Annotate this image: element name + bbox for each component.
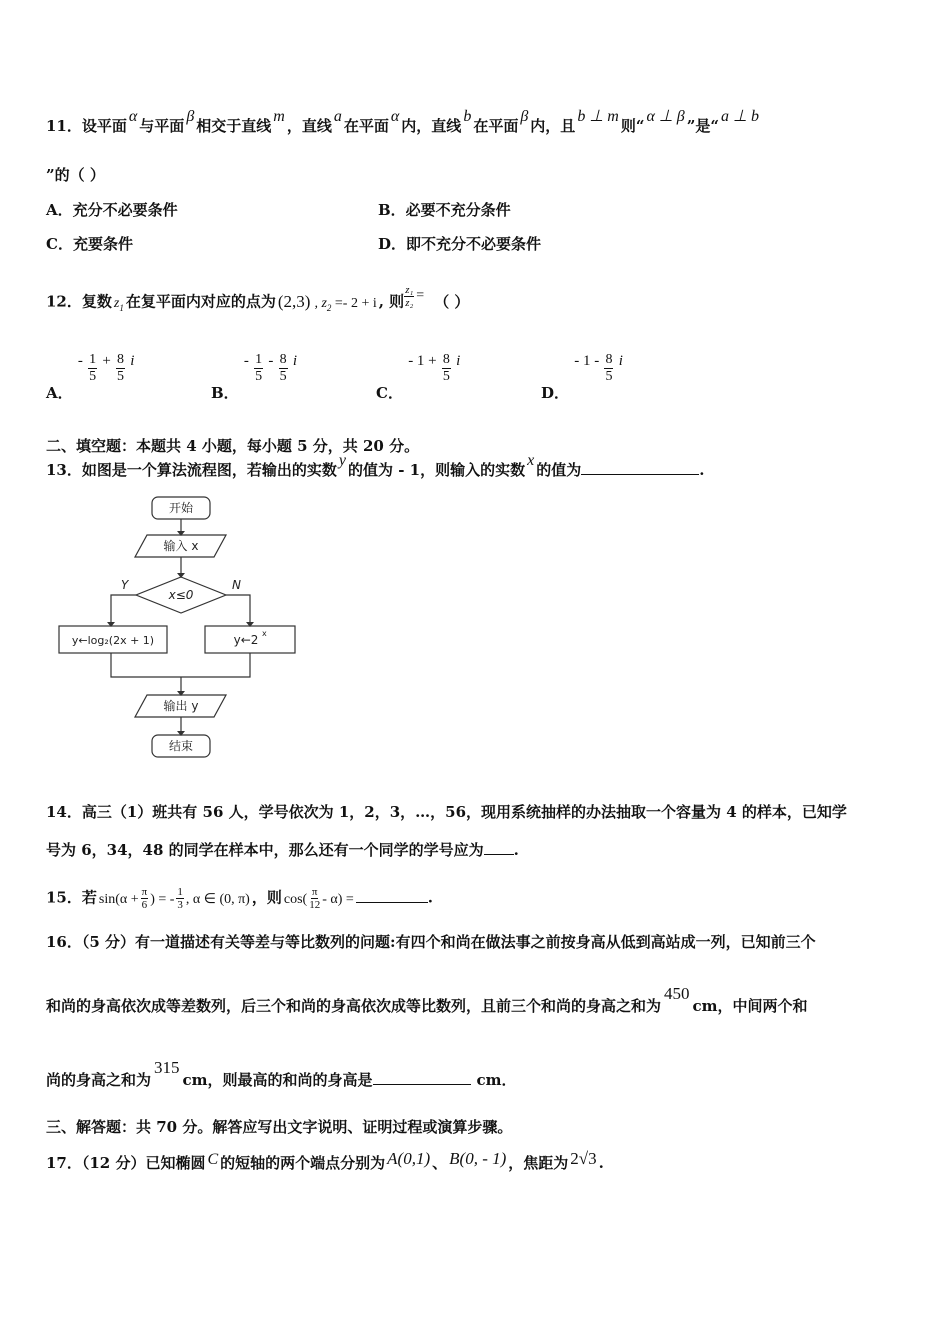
q14-text: 号为 6，34，48 的同学在样本中，那么还有一个同学的学号应为 <box>46 841 484 859</box>
frac-num: 1 <box>255 352 263 367</box>
q11-text: 相交于直线 <box>196 117 272 135</box>
answer-blank <box>484 840 514 855</box>
frac-num: 1 <box>89 352 97 367</box>
z2-sub: 2 <box>326 302 332 313</box>
section-2-heading: 二、填空题：本题共 4 小题，每小题 5 分，共 20 分。 <box>46 437 420 455</box>
math-minus: - <box>77 352 83 369</box>
math-prefix: - 1 + <box>408 352 437 369</box>
frac-num: 8 <box>279 352 287 367</box>
frac-den: 6 <box>141 899 148 911</box>
z2-value: =- 2 + i <box>331 295 377 311</box>
math-m: m <box>273 108 285 125</box>
q11-text: 则“ <box>620 117 645 135</box>
math-minus-alpha: - α) = <box>322 891 354 907</box>
q11-text: 与平面 <box>139 117 185 135</box>
q14-line1: 14．高三（1）班共有 56 人，学号依次为 1，2，3，…，56，现用系统抽样的办法抽取一个容量为 4 的样本，已知学 <box>46 803 847 821</box>
q15-line <box>46 886 433 911</box>
q12-number: 12． <box>46 292 82 311</box>
q16-text: cm，则最高的和尚的身高是 <box>182 1071 373 1089</box>
frac-num: 8 <box>117 352 125 367</box>
flow-end-text: 结束 <box>168 739 194 753</box>
math-cos: cos( <box>283 891 308 907</box>
q11-text: 内，且 <box>530 117 576 135</box>
q15-end: . <box>427 888 433 907</box>
frac-den: 3 <box>177 899 183 911</box>
frac-den: 5 <box>442 369 450 384</box>
focal-distance: 2√3 <box>570 1149 597 1168</box>
answer-blank <box>373 1070 471 1085</box>
flow-input-text: 输入 x <box>163 539 199 553</box>
flow-right-sup: x <box>262 629 267 638</box>
frac-pi-12 <box>309 886 320 911</box>
flow-left-text: y←log₂(2x + 1) <box>71 634 155 647</box>
q13-text: 的值为 <box>536 461 582 479</box>
math-b: b <box>463 108 472 125</box>
math-i: i <box>292 352 298 369</box>
q17-separator: 、 <box>432 1154 448 1172</box>
q12-text: 复数 <box>81 292 112 311</box>
frac-den: 5 <box>255 369 263 384</box>
frac-num: 8 <box>605 352 613 367</box>
math-a: a <box>333 108 342 125</box>
flow-output-text: 输出 y <box>163 699 199 713</box>
math-op: - <box>268 352 274 369</box>
section-3-heading: 三、解答题：共 70 分。解答应写出文字说明、证明过程或演算步骤。 <box>46 1118 513 1136</box>
frac-num: π <box>141 886 148 898</box>
frac-den: z₂ <box>405 297 414 309</box>
math-i: i <box>618 352 623 369</box>
flow-condition-text: x≤0 <box>168 588 194 602</box>
math-i: i <box>456 352 461 369</box>
frac-den: 5 <box>117 369 125 384</box>
math-y: y <box>338 452 346 469</box>
q11-line2: ”的（ ） <box>46 166 105 184</box>
q11-text: 在平面 <box>473 117 519 135</box>
option-label: D． <box>541 383 570 402</box>
math-x: x <box>527 452 535 469</box>
flow-yes-label: Y <box>121 578 129 592</box>
math-sin: sin(α + <box>98 891 139 907</box>
q11-option-d: D．即不充分不必要条件 <box>378 235 542 253</box>
q16-text: 和尚的身高依次成等差数列，后三个和尚的身高依次成等比数列，且前三个和尚的身高之和为 <box>46 997 662 1015</box>
q13-number: 13． <box>46 461 82 479</box>
q12-text: , 则 <box>378 292 405 311</box>
math-op: + <box>102 352 111 369</box>
option-label: B． <box>211 383 239 402</box>
point-A: A(0,1) <box>387 1149 431 1168</box>
math-equals: ) = - <box>150 891 175 907</box>
q11-text: ”是“ <box>686 117 720 135</box>
frac-num: 1 <box>177 886 183 898</box>
q17-text: ，焦距为 <box>508 1154 569 1172</box>
frac-num: z₁ <box>405 284 414 296</box>
math-prefix: - 1 - <box>574 352 600 369</box>
point-B: B(0, - 1) <box>449 1149 507 1168</box>
q15-text: 若 <box>81 888 97 907</box>
math-point: (2,3) <box>277 291 311 311</box>
math-beta: β <box>186 108 195 125</box>
q16-line1: 16．（5 分）有一道描述有关等差与等比数列的问题:有四个和尚在做法事之前按身高从低到高站成一列，已知前三个 <box>46 933 816 951</box>
q16-text: 尚的身高之和为 <box>46 1071 152 1089</box>
q13-end: . <box>699 461 705 479</box>
q16-line2 <box>46 984 808 1016</box>
math-C: C <box>207 1151 219 1168</box>
math-domain: , α ∈ (0, π) <box>185 891 250 907</box>
q11-option-c: C．充要条件 <box>46 235 133 253</box>
math-a-perp-b: a ⊥ b <box>721 108 759 125</box>
q12-paren: （ ） <box>434 292 470 311</box>
q11-text: 设平面 <box>81 117 127 135</box>
q16-line3 <box>46 1058 517 1090</box>
q14-end: . <box>513 841 519 859</box>
math-alpha: α <box>128 108 138 125</box>
math-b-perp-m: b ⊥ m <box>577 108 619 125</box>
math-alpha: α <box>390 108 400 125</box>
math-equals: = <box>416 287 425 303</box>
flow-no-label: N <box>232 578 241 592</box>
q13-text: 如图是一个算法流程图，若输出的实数 <box>81 461 337 479</box>
q11-text: 在平面 <box>343 117 389 135</box>
math-beta: β <box>520 108 529 125</box>
frac-den: 12 <box>309 899 321 911</box>
math-minus: - <box>243 352 249 369</box>
option-label: A． <box>46 383 73 402</box>
frac-num: π <box>311 886 318 898</box>
q14-line2 <box>46 840 519 860</box>
option-label: C． <box>376 383 403 402</box>
q17-line <box>46 1149 604 1174</box>
frac-num: 8 <box>442 352 450 367</box>
q17-text: 的短轴的两个端点分别为 <box>220 1154 386 1172</box>
q11-text: 内，直线 <box>401 117 462 135</box>
q11-number: 11． <box>46 117 82 135</box>
value-450: 450 <box>664 984 690 1003</box>
frac-den: 5 <box>605 369 613 384</box>
answer-blank <box>356 888 428 903</box>
math-i: i <box>130 352 135 369</box>
q17-end: . <box>598 1154 604 1172</box>
q15-number: 15． <box>46 888 82 907</box>
q13-text: 的值为 - 1，则输入的实数 <box>348 461 526 479</box>
value-315: 315 <box>154 1058 180 1077</box>
q11-text: ，直线 <box>286 117 332 135</box>
flow-right-text: y←2 <box>233 633 259 647</box>
frac-den: 5 <box>89 369 97 384</box>
z1-letter: z <box>113 295 120 311</box>
z2-letter: , z <box>314 295 327 311</box>
frac-den: 5 <box>279 369 287 384</box>
q11-option-b: B．必要不充分条件 <box>378 201 511 219</box>
q11-option-a: A．充分不必要条件 <box>46 201 178 219</box>
q15-text: ，则 <box>251 888 282 907</box>
q16-unit: cm． <box>476 1071 517 1089</box>
z1-sub: 1 <box>119 302 124 313</box>
flow-start-text: 开始 <box>168 501 194 515</box>
q16-text: cm，中间两个和 <box>692 997 808 1015</box>
q17-text: 17．（12 分）已知椭圆 <box>46 1154 206 1172</box>
frac-1-3 <box>176 886 184 911</box>
math-alpha-perp-beta: α ⊥ β <box>646 108 685 125</box>
q12-text: 在复平面内对应的点为 <box>125 292 276 311</box>
